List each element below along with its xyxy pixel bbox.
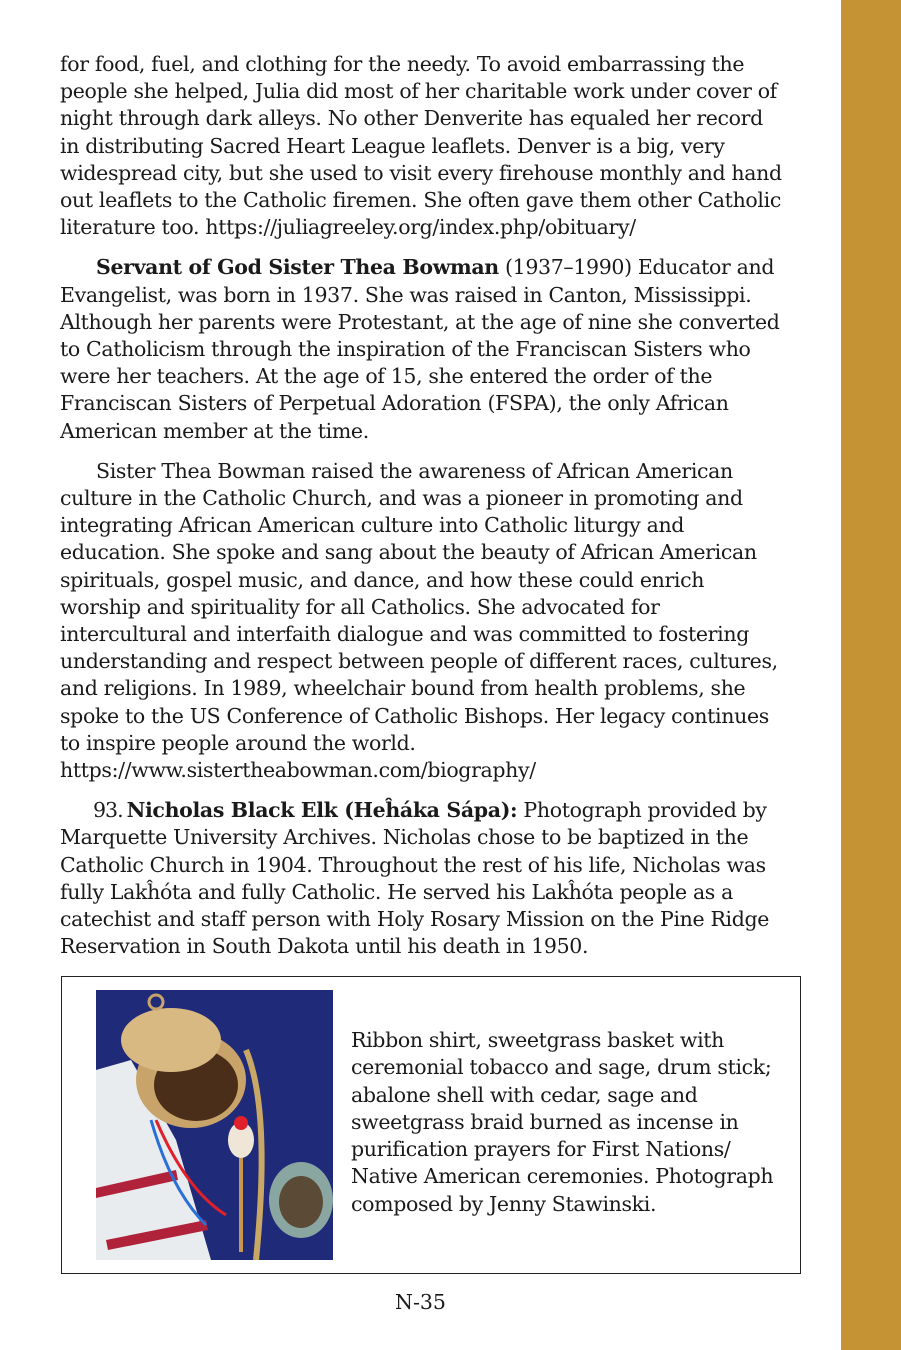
note-number: 93.: [93, 798, 123, 823]
paragraph-thea-bowman-intro: [60, 254, 788, 444]
ceremonial-items-photo: [96, 990, 333, 1260]
page-body: [60, 51, 788, 974]
person-name-thea-bowman: Servant of God Sister Thea Bowman: [96, 255, 499, 280]
paragraph-julia-greeley: for food, fuel, and clothing for the needy. To avoid embarrassing the people she helped, Julia did most of her charitable work under cover of night through dark alleys. No other Denverite has equaled her record in distributing Sacred Heart League leaflets. Denver is a big, very widespread city, but she used to visit every firehouse monthly and hand out leaflets to the Catholic firemen. She often gave them other Catholic literature too. https://juliagreeley.org/index.php/obituary/: [60, 52, 782, 240]
paragraph-text: (1937–1990) Educator and Evangelist, was born in 1937. She was raised in Canton, Mississippi. Although her parents were Protestant, at the age of nine she converted to Catholicism through the inspiration of the Franciscan Sisters who were her teachers. At the age of 15, she entered the order of the Franciscan Sisters of Perpetual Adoration (FSPA), the only African American member at the time.: [60, 255, 780, 443]
paragraph-text: Photograph provided by Marquette University Archives. Nicholas chose to be baptized in the Catholic Church in 1904. Throughout the rest of his life, Nicholas was fully Lakĥóta and fully Catholic. He served his Lakĥóta people as a catechist and staff person with Holy Rosary Mission on the Pine Ridge Reservation in South Dakota until his death in 1950.: [60, 798, 770, 959]
page-edge-color-band: [841, 0, 901, 1350]
paragraph-black-elk: [60, 797, 788, 960]
figure-box: [61, 976, 801, 1274]
page-number: N-35: [395, 1290, 446, 1314]
figure-caption: Ribbon shirt, sweetgrass basket with ceremonial tobacco and sage, drum stick; abalone shell with cedar, sage and sweetgrass braid burned as incense in purification prayers for First Nations/ Native American ceremonies. Photograph composed by Jenny Stawinski.: [351, 1028, 774, 1216]
shell-contents: [279, 1176, 323, 1228]
photo-illustration: [96, 990, 333, 1260]
person-name-black-elk: Nicholas Black Elk (Heĥáka Sápa):: [126, 798, 518, 823]
drum-stick-tip: [234, 1116, 248, 1130]
basket-lid: [121, 1008, 221, 1072]
paragraph-thea-bowman-legacy: Sister Thea Bowman raised the awareness of African American culture in the Catholic Church, and was a pioneer in promoting and integrating African American culture into Catholic liturgy and education. She spoke and sang about the beauty of African American spirituals, gospel music, and dance, and how these could enrich worship and spirituality for all Catholics. She advocated for intercultural and interfaith dialogue and was committed to fostering understanding and respect between people of different races, cultures, and religions. In 1989, wheelchair bound from health problems, she spoke to the US Conference of Catholic Bishops. Her legacy continues to inspire people around the world. https://www.sistertheabowman.com/biography/: [60, 458, 778, 783]
